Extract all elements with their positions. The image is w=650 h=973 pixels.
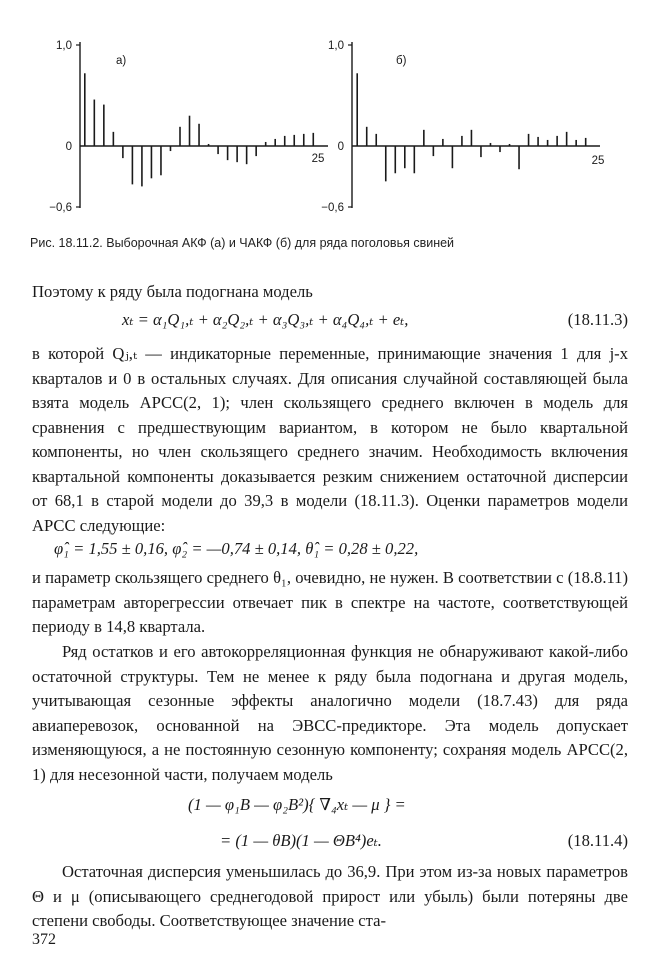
acf-ytick-label-top: 1,0: [56, 40, 72, 52]
equation-18-11-3-body: xₜ = α₁Q₁,ₜ + α₂Q₂,ₜ + α₃Q₃,ₜ + α₄Q₄,ₜ + eₜ,: [122, 310, 409, 329]
acf-xtick-label: 25: [311, 153, 325, 165]
equation-parameter-estimates: [32, 536, 628, 562]
acf-ytick-label-bottom: −0,6: [49, 202, 72, 214]
paragraph-residuals: [32, 640, 628, 787]
acf-chart: [49, 40, 328, 214]
equation-18-11-4-line1-body: (1 — φ₁B — φ₂B²){ ∇₄xₜ — μ } =: [188, 795, 406, 814]
paragraph-residual-variance: [32, 860, 628, 934]
paragraph-intro: [32, 280, 628, 305]
equation-18-11-4-line1: [32, 792, 628, 818]
equation-18-11-4-line2-body: = (1 — θB)(1 — ΘB⁴)eₜ.: [220, 831, 382, 850]
pacf-chart: [321, 40, 604, 214]
acf-pacf-figure: [0, 0, 650, 230]
pacf-panel-label: б): [396, 55, 407, 67]
parameter-estimates-body: φ̂₁ = 1,55 ± 0,16, φ̂₂ = —0,74 ± 0,14, θ̂₁ = 0,28 ± 0,22,: [54, 539, 419, 558]
figure-caption: Рис. 18.11.2. Выборочная АКФ (а) и ЧАКФ (б) для ряда поголовья свиней: [30, 236, 455, 250]
pacf-ytick-label-bottom: −0,6: [321, 202, 344, 214]
pacf-xtick-label: 25: [591, 155, 605, 167]
paragraph-residuals-text: Ряд остатков и его автокорреляционная функция не обнаруживают какой-либо остаточной структуры. Тем не менее к ряду была подогнана и другая модель, учитывающая сезонные эффекты аналогично модели (18.7.43) для ряда авиаперевозок, основанной на ЭВСС-предикторе. Эта модель допускает изменяющуюся, а не постоянную сезонную компоненту; сохраняя модель АРСС(2, 1) для несезонной части, получаем модель: [32, 642, 628, 784]
equation-18-11-3-number: (18.11.3): [567, 310, 628, 329]
acf-bars: [85, 73, 313, 186]
page-number: 372: [32, 931, 56, 948]
paragraph-intro-text: Поэтому к ряду была подогнана модель: [32, 282, 313, 301]
paragraph-model-description: [32, 342, 628, 538]
equation-18-11-4-number: (18.11.4): [567, 831, 628, 850]
pacf-ytick-label-top: 1,0: [328, 40, 344, 52]
paragraph-model-description-text: в которой Qⱼ,ₜ — индикаторные переменные, принимающие значения 1 для j-х кварталов и 0 в остальных случаях. Для описания случайной составляющей была взята модель АРСС(2, 1); член скользящего среднего включен в модель для сравнения с предшествующим вариантом, в котором не было квартальной компоненты, но член скользящего среднего значим. Необходимость включения квартальной компоненты доказывается резким снижением остаточной дисперсии от 68,1 в старой модели до 39,3 в модели (18.11.3). Оценки параметров модели АРСС следующие:: [32, 344, 628, 535]
pacf-ytick-label-zero: 0: [337, 141, 344, 153]
equation-18-11-4-line2: [32, 828, 628, 854]
equation-18-11-3: [32, 307, 628, 333]
paragraph-ma-parameter: [32, 566, 628, 640]
paragraph-residual-variance-text: Остаточная дисперсия уменьшилась до 36,9. При этом из-за новых параметров Θ и μ (описывающего среднегодовой прирост или убыль) были потеряны две степени свободы. Соответствующее значение ста-: [32, 862, 628, 930]
paragraph-ma-parameter-text: и параметр скользящего среднего θ₁, очевидно, не нужен. В соответствии с (18.8.11) параметрам авторегрессии отвечает пик в спектре на частоте, соответствующей периоду в 14,8 квартала.: [32, 568, 628, 636]
acf-panel-label: а): [116, 55, 127, 67]
acf-ytick-label-zero: 0: [65, 141, 72, 153]
pacf-bars: [357, 73, 585, 181]
